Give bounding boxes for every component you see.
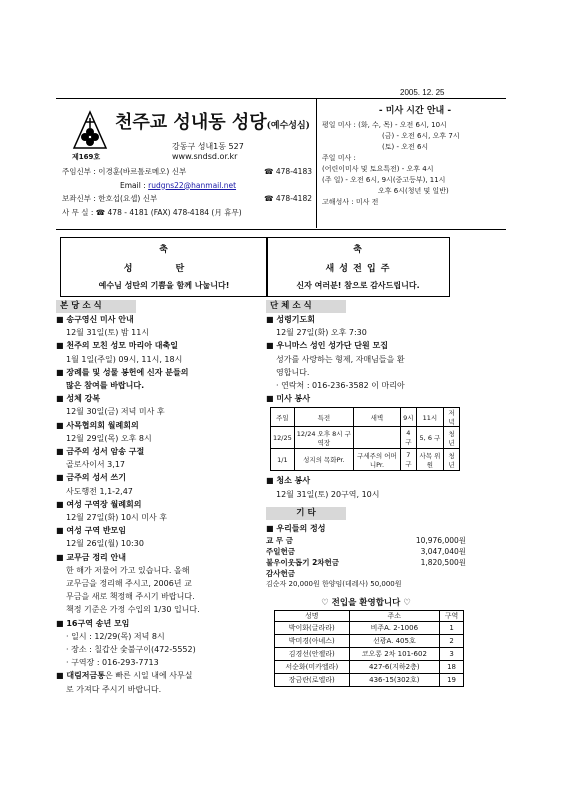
news-item-text: 로 가져다 주시기 바랍니다. [66, 684, 162, 694]
bullet-icon: ■ [56, 552, 67, 562]
group-news-list [266, 313, 476, 405]
news-item-title: 성체 강복 [66, 394, 101, 404]
bullet-icon: ■ [56, 473, 67, 483]
parish-news-list [56, 313, 261, 696]
table-row [275, 635, 464, 648]
news-item-text: · 일시 : 12/29(목) 저녁 8시 [66, 631, 165, 641]
offering-rows [266, 535, 476, 579]
table-row [275, 661, 464, 674]
table-cell: 박이화(글라라) [275, 622, 350, 635]
group-item-text: · 연락처 : 016-236-3582 이 마리아 [276, 381, 405, 391]
bullet-icon: ■ [266, 315, 277, 324]
mass-line: (어린이미사 및 토요특전) - 오후 4시 [322, 165, 434, 173]
table-cell: 비주A. 2-1006 [349, 622, 440, 635]
bullet-icon: ■ [56, 367, 67, 377]
group-item-text: 영합니다. [276, 367, 310, 377]
news-item-title: 금주의 성서 암송 구절 [66, 447, 145, 457]
table-cell: 성지의 목화Pr. [294, 449, 353, 471]
table-cell: 박미경(아녜스) [275, 635, 350, 648]
table-cell: 436-15(302호) [349, 674, 440, 687]
offering-value: 3,047,040원 [420, 547, 466, 557]
bullet-icon: ■ [56, 671, 67, 681]
news-item-text: 12월 27일(화) 10시 미사 후 [66, 513, 168, 523]
bullet-icon: ■ [56, 341, 67, 351]
offering-row [266, 546, 466, 557]
news-item-heading [56, 471, 261, 484]
news-item-heading [56, 617, 261, 630]
new-church-banner [266, 237, 450, 297]
table-cell: 19 [440, 674, 464, 687]
table-header-cell: 저녁 [444, 408, 460, 427]
bullet-icon: ■ [56, 526, 67, 536]
news-item-heading [56, 551, 261, 564]
bullet-icon: ■ [56, 394, 67, 404]
offering-label: 주일헌금 [266, 547, 295, 557]
table-row [275, 622, 464, 635]
bullet-icon: ■ [56, 315, 67, 324]
cleaning-service [266, 474, 476, 500]
email-link[interactable]: rudgns22@hanmail.net [148, 180, 237, 190]
mass-line: 고해성사 : 미사 전 [322, 198, 379, 206]
news-item-text: 1월 1일(주일) 09시, 11시, 18시 [66, 354, 183, 364]
bullet-icon: ■ [56, 499, 67, 509]
table-cell: 12/25 [271, 427, 295, 449]
news-item-heading [56, 339, 261, 352]
table-row [271, 427, 460, 449]
mass-title: - 미사 시간 안내 - [378, 106, 452, 116]
offerings [266, 522, 476, 590]
news-item-title: 장례를 및 성물 봉헌에 신자 분들의 [66, 367, 189, 377]
table-header-cell: 주일 [271, 408, 295, 427]
news-item-title-rest: 은 빠른 시일 내에 사무실 [104, 671, 193, 681]
office-info: 사 무 실 : ☎ 478 - 4181 (FAX) 478-4184 (月 휴무) [62, 207, 242, 217]
news-item-text: · 장소 : 칠갑산 숯불구이(472-5552) [66, 645, 196, 655]
news-item-heading [56, 366, 261, 379]
section-title: 단 체 소 식 [266, 300, 346, 313]
bullet-icon: ■ [266, 394, 277, 404]
pastor: 주임신부 : 이경훈(바르톨로메오) 신부 [62, 167, 187, 176]
church-name [115, 108, 310, 134]
assistant-phone: ☎ 478-4182 [264, 194, 312, 203]
table-row [271, 449, 460, 471]
assistant-pastor: 보좌신부 : 한호섭(요셉) 신부 [62, 194, 158, 203]
banner-l2: 성 탄 [123, 264, 205, 274]
table-cell: 김경선(안젤라) [275, 648, 350, 661]
bullet-icon: ■ [56, 420, 67, 430]
table-header-row [275, 611, 464, 622]
table-row [275, 674, 464, 687]
table-cell: 4 구 [400, 427, 416, 449]
table-header-cell: 구역 [440, 611, 464, 622]
offering-label: 교 무 금 [266, 536, 293, 546]
church-address [172, 142, 244, 162]
mass-schedule [322, 120, 460, 208]
table-cell: 12/24 오후 8시 구역장 [294, 427, 353, 449]
table-cell [353, 427, 400, 449]
offering-value: 10,976,000원 [415, 536, 466, 546]
news-item-heading [56, 524, 261, 537]
news-item-title: 여성 구역장 월례회의 [66, 499, 142, 509]
address-line: 강동구 성내1동 527 [172, 142, 244, 151]
table-cell: 사목 위원 [416, 449, 443, 471]
mass-line: 주일 미사 : [322, 154, 356, 162]
cleaning-heading: ■ 청소 봉사 [266, 476, 311, 486]
offering-heading: ■ 우리들의 정성 [266, 523, 326, 533]
table-cell: 7 구 [400, 449, 416, 471]
news-item-title: 16구역 송년 모임 [66, 618, 130, 628]
table-header-cell: 성명 [275, 611, 350, 622]
group-item-heading [266, 313, 476, 326]
table-cell: 선광A. 405호 [349, 635, 440, 648]
table-cell: 2 [440, 635, 464, 648]
offering-label: 감사헌금 [266, 569, 295, 579]
website[interactable]: www.sndsd.or.kr [172, 152, 238, 161]
news-item-text: 12월 29일(목) 오후 8시 [66, 433, 152, 443]
group-item-text: 12월 27일(화) 오후 7:30 [276, 328, 367, 338]
mass-line: 평일 미사 : (화, 수, 목) - 오전 6시, 10시 [322, 121, 447, 129]
mass-line: (금) - 오전 6시, 오후 7시 [382, 132, 460, 140]
table-cell: 1/1 [271, 449, 295, 471]
offering-value: 1,820,500원 [420, 558, 466, 568]
table-cell: 구세주의 어머니Pr. [353, 449, 400, 471]
news-item-title: 금주의 성서 쓰기 [66, 473, 127, 483]
group-item-text: 성가를 사랑하는 형제, 자매님들을 환 [276, 354, 405, 364]
banner-l3: 신자 여러분! 참으로 감사드립니다. [296, 281, 420, 290]
table-row [275, 648, 464, 661]
group-item-heading [266, 339, 476, 352]
table-cell: 5, 6 구 [416, 427, 443, 449]
cleaning-heading-text: 청소 봉사 [276, 476, 311, 486]
offering-label: 불우이웃돕기 2차헌금 [266, 558, 340, 568]
news-item-text: 책정 기준은 가정 수입의 1/30 입니다. [66, 605, 200, 615]
bullet-icon: ■ [56, 618, 67, 628]
banner-l3: 예수님 성탄의 기쁨을 함께 나눕니다! [98, 281, 230, 290]
news-item-heading [56, 445, 261, 458]
pastor-phone: ☎ 478-4183 [264, 167, 312, 176]
news-item-title: 사목협의회 월례회의 [66, 420, 139, 430]
section-title-etc: 기 타 [266, 507, 346, 520]
news-item-text: 12월 26일(월) 10:30 [66, 539, 144, 549]
table-header-cell: 특전 [294, 408, 353, 427]
news-item-heading [56, 498, 261, 511]
table-cell: 18 [440, 661, 464, 674]
offering-row [266, 568, 466, 579]
news-item-heading [56, 669, 261, 682]
news-item-heading [56, 313, 261, 326]
table-header-row [271, 408, 460, 427]
news-item-text: 사도행전 1,1-2,47 [66, 486, 133, 496]
mass-line: 오후 6시(청년 및 일반) [378, 187, 449, 195]
table-header-cell: 새벽 [353, 408, 400, 427]
news-item-heading [56, 419, 261, 432]
news-item-title: 송구영신 미사 안내 [66, 315, 134, 324]
news-item-heading [56, 392, 261, 405]
church-name-main: 천주교 성내동 성당 [115, 112, 267, 133]
news-item-title: 여성 구역 반모임 [66, 526, 127, 536]
offering-row [266, 535, 466, 546]
news-item-title: 천주의 모친 성모 마리아 대축일 [66, 341, 178, 351]
news-item-text: 무금을 새로 책정해 주시기 바랍니다. [66, 592, 195, 602]
table-cell: 서순화(미카엘라) [275, 661, 350, 674]
cleaning-text: 12월 31일(토) 20구역, 10시 [276, 489, 380, 499]
church-name-sub: (예수성심) [266, 121, 310, 131]
section-title: 본 당 소 식 [56, 300, 136, 313]
banner-l1: 축 [353, 245, 363, 255]
mass-line: (주 일) - 오전 6시, 9시(중고등부), 11시 [322, 176, 446, 184]
email-label: Email : [120, 180, 149, 190]
bullet-icon: ■ [56, 447, 67, 457]
table-cell: 장금란(로엘라) [275, 674, 350, 687]
table-cell: 청년 [444, 449, 460, 471]
news-item-text: 12월 30일(금) 저녁 미사 후 [66, 407, 165, 417]
church-logo-icon [72, 110, 108, 150]
table-cell: 청년 [444, 427, 460, 449]
banner-l1: 축 [159, 245, 169, 255]
banner-l2: 새 성 전 입 주 [325, 264, 391, 274]
news-item-text: 골로사이서 3,17 [66, 460, 125, 470]
welcome-table [274, 610, 464, 687]
news-item-title: 교무금 정리 안내 [66, 552, 127, 562]
offering-heading-text: 우리들의 정성 [276, 523, 326, 533]
group-item-title: 성령기도회 [276, 315, 315, 324]
table-cell: 코오롱 2차 101-602 [349, 648, 440, 661]
table-cell: 1 [440, 622, 464, 635]
news-item-title: 대림저금통 [66, 671, 105, 681]
group-item-title: 미사 봉사 [276, 394, 311, 404]
thanks-offerings: 김순자 20,000원 한양임(데레사) 50,000원 [266, 580, 402, 589]
mass-line: (토) - 오전 6시 [382, 143, 429, 151]
staff-info [62, 165, 312, 219]
news-item-text: 12월 31일(토) 밤 11시 [66, 328, 150, 338]
christmas-banner [60, 237, 268, 297]
group-item-heading [266, 392, 476, 405]
bulletin-date: 2005. 12. 25 [400, 88, 445, 97]
table-header-cell: 주소 [349, 611, 440, 622]
mass-service-table [270, 407, 460, 471]
group-news [266, 300, 476, 687]
issue-number: 제169호 [72, 153, 101, 161]
news-item-text: 교무금을 정리해 주시고, 2006년 교 [66, 579, 192, 589]
table-cell: 427-6(지하2층) [349, 661, 440, 674]
welcome-title: ♡ 전입을 환영합니다 ♡ [321, 598, 411, 609]
table-cell: 3 [440, 648, 464, 661]
bullet-icon: ■ [266, 341, 277, 351]
news-item-text: · 구역장 : 016-293-7713 [66, 658, 159, 668]
table-header-cell: 11시 [416, 408, 443, 427]
table-header-cell: 9시 [400, 408, 416, 427]
group-item-title: 우니마스 성인 성가단 단원 모집 [276, 341, 388, 351]
news-item-text: 한 해가 저물어 가고 있습니다. 올해 [66, 565, 190, 575]
news-item-text: 많은 참여를 바랍니다. [66, 381, 145, 391]
offering-row [266, 557, 466, 568]
parish-news [56, 300, 261, 696]
